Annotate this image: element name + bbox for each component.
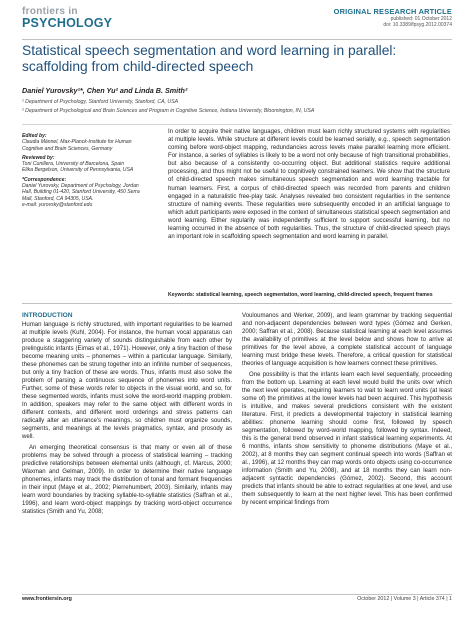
journal-name-top: frontiers in [22, 6, 78, 17]
author-list: Daniel Yurovsky¹*, Chen Yu² and Linda B. Smith² [22, 86, 188, 95]
keywords: Keywords: statistical learning, speech segmentation, word learning, child-directed speech, frequent frames [168, 292, 433, 298]
reviewer-2: Elika Bergelson, University of Pennsylvania, USA [22, 167, 134, 174]
body-column-left [22, 312, 232, 516]
affiliation-divider [22, 124, 452, 125]
doi[interactable]: doi: 10.3389/fpsyg.2012.00374 [383, 22, 452, 28]
reviewer-1: Toni Cunillera, University of Barcelona, Spain [22, 161, 125, 168]
paragraph: One possibility is that the infants learn each level sequentially, proceeding from the bottom up. Learning at each level would build the units over which the next level operates, requiring learners to wait to learn word units (at least some of) the primitives at the lower levels had been acquired. This hypothesis is intuitive, and makes several predictions consistent with the existent literature. First, it predicts a developmental trajectory in statistical learning abilities: phoneme learning should come first, followed by speech segmentation, followed by word-world mapping, followed by syntax. Indeed, this is the general trend observed in infant statistical learning experiments. At 6 months, infants show sensitivity to phoneme distributions (Maye et al., 2002), at 8 months they can segment continual speech into words (Saffran et al., 1996), at 12 months they can map words onto objects using co-occurrence information (Smith and Yu, 2008), and at 18 months they can learn non-adjacent syntactic dependencies (Gómez, 2002). Second, this account predicts that infants should be able to extract regularities at one level, and use them subsequently to learn at the next higher level. This has been confirmed by recent empirical findings from [242, 372, 452, 507]
journal-name-bottom: PSYCHOLOGY [22, 16, 113, 30]
correspondence-email[interactable]: e-mail: yurovsky@stanford.edu [22, 201, 93, 208]
correspondence-address: Daniel Yurovsky, Department of Psychology, Jordan Hall, Building 01-420, Stanford University, 450 Serra Mall, Stanford, CA 94305, USA. [22, 183, 140, 202]
keywords-divider [22, 303, 452, 304]
paragraph: An emerging theoretical consensus is that many or even all of these problems may be solved through a process of statistical learning – tracking predictive relationships between elemental units (although, cf. Marcus, 2000; Waxman and Gelman, 2009). In order to determine their native language phonemes, infants may track the distribution of tonal and formant frequencies in their input (Maye et al., 2002; Pierrehumbert, 2003). Similarly, infants may learn word boundaries by tracking syllable-to-syllable statistics (Saffran et al., 1996), and learn word-object mappings by tracking word-object occurrence statistics (Smith and Yu, 2008; [22, 445, 232, 516]
paragraph: Vouloumanos and Werker, 2009), and learn grammar by tracking sequential and non-adjacent dependencies between word types (Gómez and Gerken, 2000; Saffran et al., 2008). Because statistical learning at each level assumes the availability of primitives at the level below and shows how to arrive at primitives for the level above, a complete statistical account of language learning must bridge these levels. Therefore, a critical question for statistical theories of language acquisition is how learners connect these primitives. [242, 313, 452, 368]
paragraph: Human language is richly structured, with important regularities to be learned at multiple levels (Kuhl, 2004). For instance, the human vocal apparatus can produce a staggering variety of sounds distinguishable from each other by prelinguistic infants (Eimas et al., 1971). However, only a tiny fraction of these become meaning units – phonemes – within a particular language. Similarly, these phonemes can be strung together into an infinite number of sequences, but only a tiny fraction of these are words. Thus, infants must also solve the problem of parsing a continuous sequence of phonemes into word units. Further, some of these words refer to objects in the visual world, and so, for these segmented words, infants must solve the word-world mapping problem. In addition, speakers may refer to the same object with different words in different contexts, and different word orderings and stress patterns can radically alter an utterance's meanings, so children must organize sounds, segments, and meanings at the levels pragmatics, syntax, and prosody as well. [22, 322, 232, 441]
reviewed-by-label: Reviewed by: [22, 154, 55, 161]
abstract: In order to acquire their native languages, children must learn richly structured systems with regularities at multiple levels. While structure at different levels could be learned serially, e.g., speech segmentation coming before word-object mapping, redundancies across levels make parallel learning more efficient. For instance, a series of syllables is likely to be a word not only because of high transitional probabilities, but also because of a consistently co-occurring object. But additional statistics require additional processing, and thus might not be useful to cognitively constrained learners. We show that the structure of child-directed speech makes simultaneous speech segmentation and word learning tractable for human learners. First, a corpus of child-directed speech was recorded from parents and children engaged in a naturalistic free-play task. Analyses revealed two consistent regularities in the sentence structure of naming events. These regularities were subsequently encoded in an artificial language to which adult participants were exposed in the context of simultaneous statistical speech segmentation and word learning. Either regularity was independently sufficient to support successful learning, but no learning occurred in the absence of both regularities. Thus, the structure of child-directed speech plays an important role in scaffolding speech segmentation and word learning in parallel. [168, 129, 450, 241]
footer-website[interactable]: www.frontiersin.org [22, 596, 72, 602]
affiliation-2: ² Department of Psychological and Brain Sciences and Program in Cognitive Science, Indiana University, Bloomington, IN, USA [22, 108, 315, 114]
editorial-sidebar [22, 133, 150, 208]
journal-logo [22, 7, 126, 29]
edited-by-label: Edited by: [22, 133, 47, 139]
header-divider [22, 39, 452, 40]
section-heading-introduction: INTRODUCTION [22, 312, 73, 319]
body-column-right [242, 312, 452, 507]
article-type: ORIGINAL RESEARCH ARTICLE [333, 7, 452, 16]
edited-by: Claudia Männel, Max-Planck-Institute for Human Cognitive and Brain Sciences, Germany [22, 139, 132, 152]
affiliation-1: ¹ Department of Psychology, Stanford University, Stanford, CA, USA [22, 99, 179, 105]
correspondence-label: *Correspondence: [22, 176, 67, 183]
published-date: published: 01 October 2012 [390, 16, 452, 22]
footer-divider [22, 594, 452, 595]
footer-issue-info: October 2012 | Volume 3 | Article 374 | 1 [357, 596, 452, 602]
article-title: Statistical speech segmentation and word learning in parallel: scaffolding from child-directed speech [22, 43, 397, 75]
article-meta [334, 7, 452, 28]
